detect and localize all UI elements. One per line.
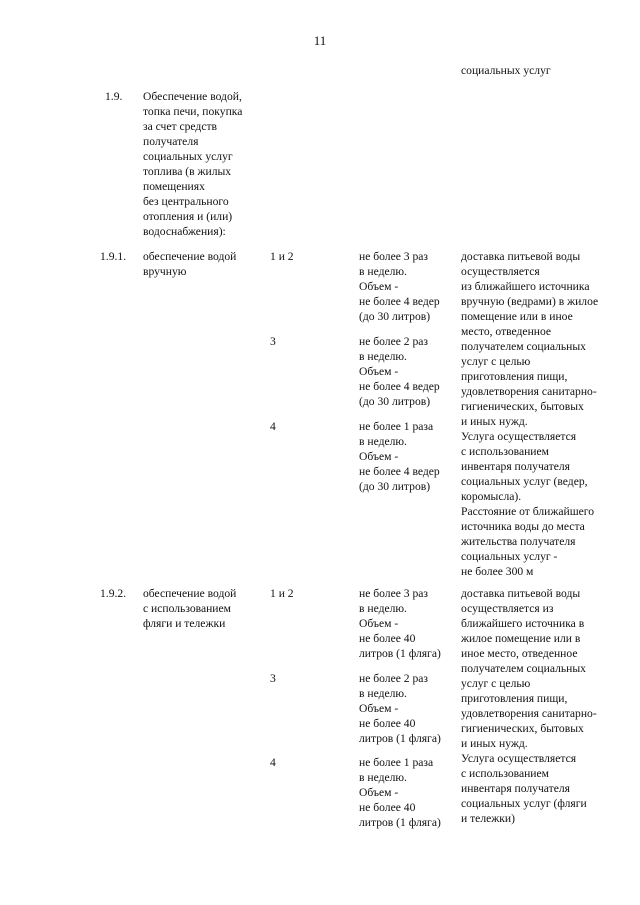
- subsection-number: 1.9.2.: [100, 587, 127, 600]
- frequency-norm: не более 1 раза в неделю. Объем - не более 4 ведер (до 30 литров): [359, 420, 440, 493]
- subsection-title: обеспечение водой с использованием фляги и тележки: [143, 587, 237, 630]
- frequency-norm: не более 3 раз в неделю. Объем - не более 4 ведер (до 30 литров): [359, 250, 440, 323]
- service-description: доставка питьевой воды осуществляется из ближайшего источника в жилое помещение или в иное место, отведенное получателем социальных услуг с целью приготовления пищи, удовлетворения санитарно- гигиенических, бытовых и иных нужд. Услуга осуществляется с использованием инвентаря получателя социальных услуг (фляги и тележки): [461, 587, 597, 825]
- recipient-group: 3: [270, 672, 276, 685]
- service-description: доставка питьевой воды осуществляется из ближайшего источника вручную (ведрами) в жилое помещение или в иное место, отведенное получателем социальных услуг с целью приготовления пищи, удовлетворения санитарно- гигиенических, бытовых и иных нужд. Услуга осуществляется с использованием инвентаря получателя социальных услуг (ведер, коромысла). Расстояние от ближайшего источника воды до места жительства получателя социальных услуг - не более 300 м: [461, 250, 599, 578]
- recipient-group: 4: [270, 756, 276, 769]
- continued-text: социальных услуг: [461, 64, 551, 77]
- recipient-group: 1 и 2: [270, 250, 294, 263]
- frequency-norm: не более 2 раз в неделю. Объем - не более 40 литров (1 фляга): [359, 672, 441, 745]
- subsection-number: 1.9.1.: [100, 250, 127, 263]
- subsection-title: обеспечение водой вручную: [143, 250, 237, 278]
- frequency-norm: не более 2 раз в неделю. Объем - не более 4 ведер (до 30 литров): [359, 335, 440, 408]
- frequency-norm: не более 1 раза в неделю. Объем - не более 40 литров (1 фляга): [359, 756, 441, 829]
- recipient-group: 4: [270, 420, 276, 433]
- section-number: 1.9.: [105, 90, 123, 103]
- recipient-group: 3: [270, 335, 276, 348]
- page-number: 11: [313, 33, 327, 48]
- recipient-group: 1 и 2: [270, 587, 294, 600]
- section-title: Обеспечение водой, топка печи, покупка за счет средств получателя социальных услуг топлива (в жилых помещениях без центрального отопления и (или) водоснабжения):: [143, 90, 243, 238]
- frequency-norm: не более 3 раз в неделю. Объем - не более 40 литров (1 фляга): [359, 587, 441, 660]
